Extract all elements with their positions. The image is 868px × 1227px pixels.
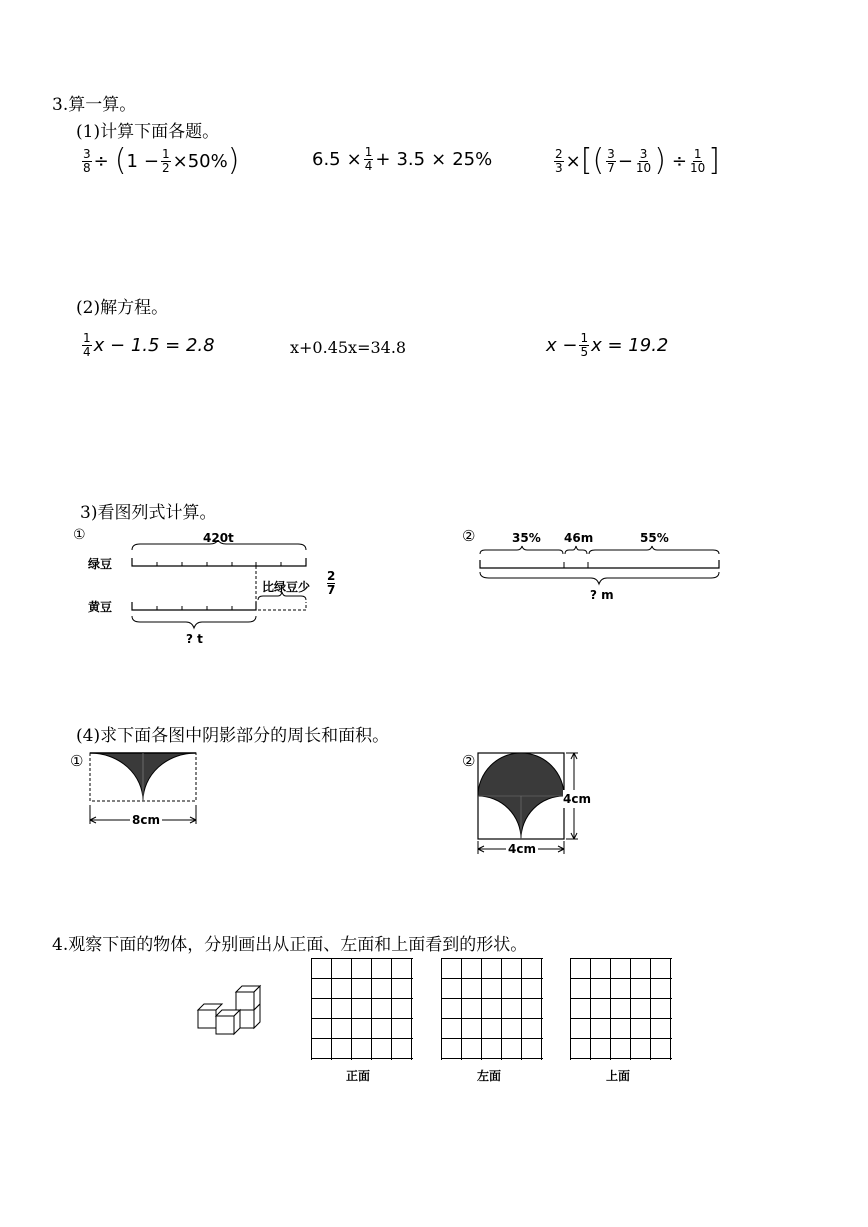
diagram2-number: ②	[462, 527, 476, 545]
front-view-grid[interactable]	[311, 958, 413, 1060]
left-view-label: 左面	[477, 1069, 502, 1083]
eq1: $\frac{1}{4}$ x − 1.5 = 2.8	[83, 331, 215, 359]
diagram1-number: ①	[73, 527, 86, 543]
diagram1-label-green: 绿豆	[88, 557, 113, 571]
diagram1-lines	[120, 540, 320, 640]
diagram1-label-yellow: 黄豆	[88, 600, 113, 614]
q3-sub2: (2)解方程。	[76, 298, 169, 318]
shape1-dimension: 8cm	[132, 813, 160, 827]
q3-sub4: (4)求下面各图中阴影部分的周长和面积。	[76, 726, 390, 746]
diagram2-seg1: 35%	[512, 531, 541, 545]
shape2-side-dimension: 4cm	[563, 792, 591, 806]
top-view-label: 上面	[606, 1069, 631, 1083]
q3-sub3: 3)看图列式计算。	[80, 503, 217, 523]
shape2-number: ②	[462, 752, 476, 770]
frac: $\frac{3}{8}$	[83, 146, 91, 175]
eq2: x+0.45x=34.8	[290, 338, 407, 357]
expr3: $\frac{2}{3}$ × [ ( $\frac{3}{7}$ − $\frac{3}{10}$ ) ÷ $\frac{1}{10}$ ]	[555, 143, 720, 178]
q3-title: 3.算一算。	[52, 95, 137, 115]
diagram1-note: 比绿豆少	[262, 580, 311, 594]
diagram1-question: ? t	[186, 632, 203, 646]
diagram1-total: 420t	[203, 531, 234, 545]
diagram2-question: ? m	[590, 588, 614, 602]
cubes-figure	[194, 984, 274, 1044]
front-view-label: 正面	[346, 1069, 371, 1083]
diagram2-lines	[475, 542, 727, 592]
eq3: x − $\frac{1}{5}$ x = 19.2	[546, 331, 669, 359]
q3-sub1: (1)计算下面各题。	[76, 122, 220, 142]
expr1: $\frac{3}{8}$ ÷ ( 1 − $\frac{1}{2}$ × 50% )	[83, 143, 240, 178]
shape1-number: ①	[70, 752, 84, 770]
diagram1-note-frac: 2 7	[327, 569, 336, 597]
diagram2-seg3: 55%	[640, 531, 669, 545]
expr2: 6.5 × $\frac{1}{4}$ + 3.5 × 25%	[312, 145, 493, 173]
diagram2-seg2: 46m	[564, 531, 594, 545]
shape2-bottom-dimension: 4cm	[508, 842, 536, 856]
q4-title: 4.观察下面的物体，分别画出从正面、左面和上面看到的形状。	[52, 935, 528, 955]
left-view-grid[interactable]	[441, 958, 543, 1060]
top-view-grid[interactable]	[570, 958, 672, 1060]
